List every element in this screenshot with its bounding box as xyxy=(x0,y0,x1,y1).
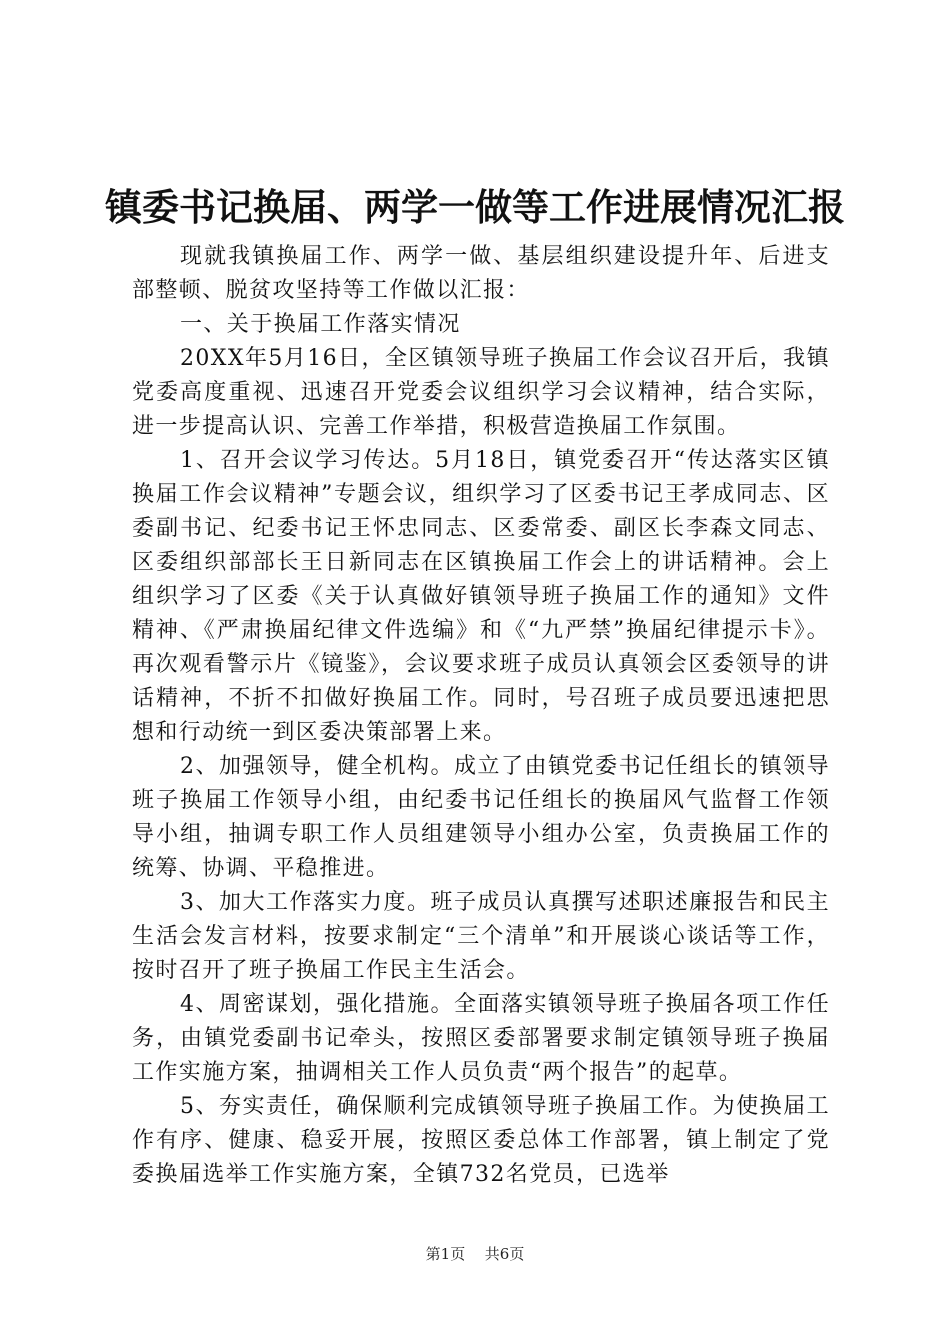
page-footer xyxy=(0,1243,950,1265)
paragraph-meeting-date: 20XX年5月16日，全区镇领导班子换届工作会议召开后，我镇党委高度重视、迅速召开党委会议组织学习会议精神，结合实际，进一步提高认识、完善工作举措，积极营造换届工作氛围。 xyxy=(132,346,830,439)
document-title: 镇委书记换届、两学一做等工作进展情况汇报 xyxy=(105,185,845,229)
paragraph-item-3: 3、加大工作落实力度。班子成员认真撰写述职述廉报告和民主生活会发言材料，按要求制定“三个清单”和开展谈心谈话等工作，按时召开了班子换届工作民主生活会。 xyxy=(132,890,830,983)
paragraph-item-2: 2、加强领导，健全机构。成立了由镇党委书记任组长的镇领导班子换届工作领导小组，由纪委书记任组长的换届风气监督工作领导小组，抽调专职工作人员组建领导小组办公室，负责换届工作的统筹、协调、平稳推进。 xyxy=(132,754,830,881)
paragraph-intro: 现就我镇换届工作、两学一做、基层组织建设提升年、后进支部整顿、脱贫攻坚持等工作做以汇报： xyxy=(132,244,830,303)
paragraph-item-1: 1、召开会议学习传达。5月18日，镇党委召开“传达落实区镇换届工作会议精神”专题会议，组织学习了区委书记王孝成同志、区委副书记、纪委书记王怀忠同志、区委常委、副区长李森文同志、区委组织部部长王日新同志在区镇换届工作会上的讲话精神。会上组织学习了区委《关于认真做好镇领导班子换届工作的通知》文件精神、《严肃换届纪律文件选编》和《“九严禁”换届纪律提示卡》。再次观看警示片《镜鉴》，会议要求班子成员认真领会区委领导的讲话精神，不折不扣做好换届工作。同时，号召班子成员要迅速把思想和行动统一到区委决策部署上来。 xyxy=(132,448,830,745)
page-total: 共6页 xyxy=(484,1245,525,1263)
paragraph-item-5: 5、夯实责任，确保顺利完成镇领导班子换届工作。为使换届工作有序、健康、稳妥开展，按照区委总体工作部署，镇上制定了党委换届选举工作实施方案，全镇732名党员，已选举 xyxy=(132,1094,830,1187)
paragraph-item-4: 4、周密谋划，强化措施。全面落实镇领导班子换届各项工作任务，由镇党委副书记牵头，按照区委部署要求制定镇领导班子换届工作实施方案，抽调相关工作人员负责“两个报告”的起草。 xyxy=(132,992,830,1085)
section-heading-1: 一、关于换届工作落实情况 xyxy=(180,312,461,337)
document-body xyxy=(132,240,830,1192)
page-number: 第1页 xyxy=(425,1245,466,1263)
